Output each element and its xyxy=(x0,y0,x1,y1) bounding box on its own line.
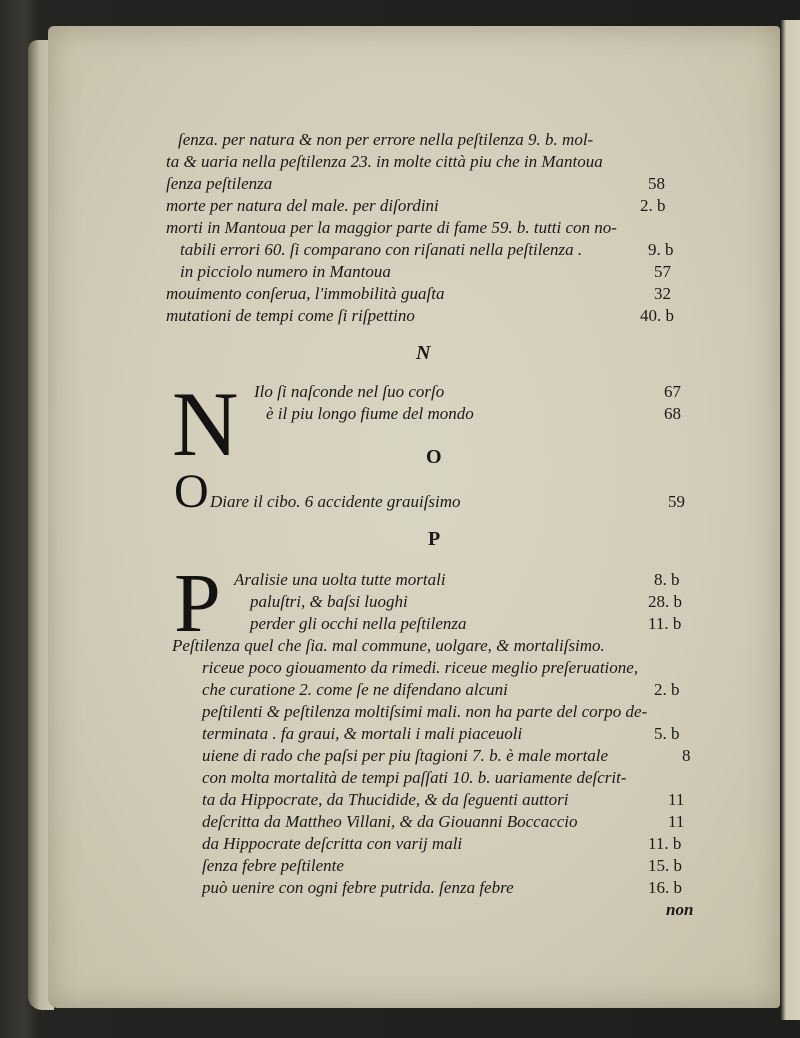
index-line: ſenza peſtilenza xyxy=(166,174,273,193)
index-line: che curatione 2. come ſe ne difendano alcuni xyxy=(202,680,508,699)
index-line: da Hippocrate deſcritta con varij mali xyxy=(202,834,463,853)
section-heading-p: P xyxy=(428,528,441,550)
index-line: riceue poco giouamento da rimedi. riceue meglio preſeruatione, xyxy=(202,658,639,677)
index-line: morti in Mantoua per la maggior parte di fame 59. b. tutti con no- xyxy=(166,218,617,237)
page-reference: 57 xyxy=(654,262,671,281)
index-line: ta da Hippocrate, da Thucidide, & da ſeguenti auttori xyxy=(202,790,569,809)
page-reference: 16. b xyxy=(648,878,682,897)
page-reference: 11. b xyxy=(648,834,682,853)
page-reference: 58 xyxy=(648,174,665,193)
index-line: mutationi de tempi come ſi riſpettino xyxy=(166,306,415,325)
page-reference: 2. b xyxy=(654,680,680,699)
next-page-edge xyxy=(780,20,800,1020)
index-line: Diare il cibo. 6 accidente grauiſsimo xyxy=(210,492,461,511)
page-reference: 59 xyxy=(668,492,685,511)
page-reference: 8 xyxy=(682,746,691,765)
index-line: ta & uaria nella peſtilenza 23. in molte città piu che in Mantoua xyxy=(166,152,603,171)
catchword: non xyxy=(666,900,694,919)
page-reference: 2. b xyxy=(640,196,666,215)
index-line: morte per natura del male. per diſordini xyxy=(166,196,439,215)
index-line: tabili errori 60. ſi comparano con riſanati nella peſtilenza . xyxy=(180,240,583,259)
index-line: terminata . fa graui, & mortali i mali piaceuoli xyxy=(202,724,523,743)
page-reference: 8. b xyxy=(654,570,680,589)
index-line: Peſtilenza quel che ſia. mal commune, uolgare, & mortaliſsimo. xyxy=(172,636,605,655)
index-line: perder gli occhi nella peſtilenza xyxy=(250,614,467,633)
index-line: paluſtri, & baſsi luoghi xyxy=(250,592,408,611)
index-line: Ilo ſi naſconde nel ſuo corſo xyxy=(254,382,445,401)
page-reference: 68 xyxy=(664,404,681,423)
index-line: in picciolo numero in Mantoua xyxy=(180,262,391,281)
index-line: ſenza febre peſtilente xyxy=(202,856,344,875)
page-reference: 11. b xyxy=(648,614,682,633)
index-line: uiene di rado che paſsi per piu ſtagioni 7. b. è male mortale xyxy=(202,746,609,765)
page-reference: 67 xyxy=(664,382,681,401)
section-heading-o: O xyxy=(426,446,442,468)
index-line: ſenza. per natura & non per errore nella peſtilenza 9. b. mol- xyxy=(178,130,594,149)
page-reference: 40. b xyxy=(640,306,674,325)
page-reference: 11 xyxy=(668,812,685,831)
section-heading-n: N xyxy=(416,342,431,364)
page-reference: 5. b xyxy=(654,724,680,743)
page-reference: 11 xyxy=(668,790,685,809)
drop-cap-p: P xyxy=(174,557,221,650)
page-reference: 9. b xyxy=(648,240,674,259)
page-reference: 28. b xyxy=(648,592,682,611)
index-line: Aralisie una uolta tutte mortali xyxy=(234,570,446,589)
book-page xyxy=(48,26,780,1008)
drop-cap-o: O xyxy=(174,465,209,518)
drop-cap-n: N xyxy=(172,373,239,475)
page-reference: 32 xyxy=(654,284,671,303)
page-reference: 15. b xyxy=(648,856,682,875)
index-line: può uenire con ogni febre putrida. ſenza febre xyxy=(202,878,514,897)
index-line: è il piu longo fiume del mondo xyxy=(266,404,474,423)
index-line: con molta mortalità de tempi paſſati 10. b. uariamente deſcrit- xyxy=(202,768,627,787)
index-line: deſcritta da Mattheo Villani, & da Giouanni Boccaccio xyxy=(202,812,578,831)
index-line: mouimento conſerua, l'immobilità guaſta xyxy=(166,284,445,303)
index-line: peſtilenti & peſtilenza moltiſsimi mali. non ha parte del corpo de- xyxy=(202,702,648,721)
